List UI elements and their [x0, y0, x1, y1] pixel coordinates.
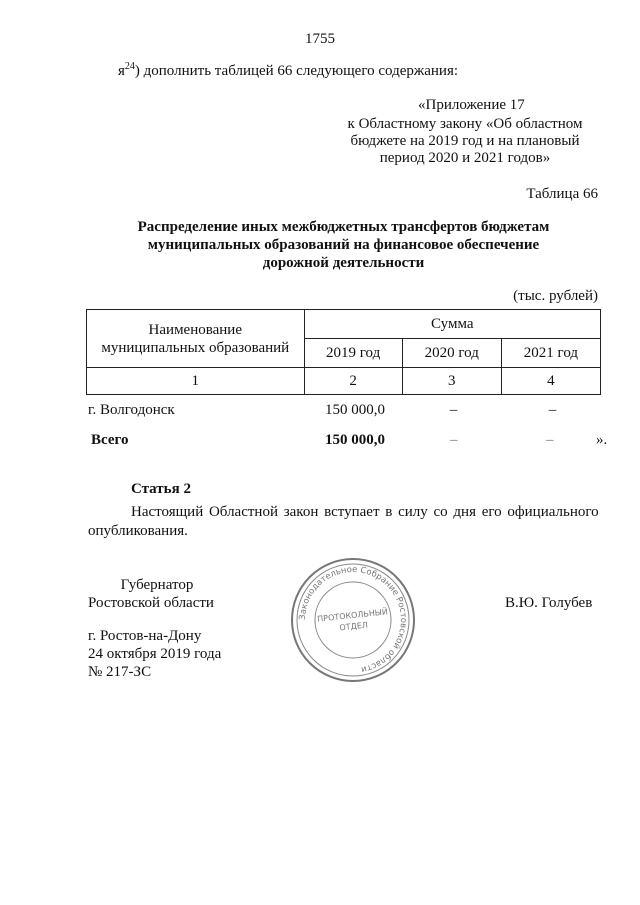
governor-title-line-2: Ростовской области	[88, 595, 214, 611]
intro-text: ) дополнить таблицей 66 следующего содержания:	[134, 63, 459, 79]
intro-footnote-ref: 24	[124, 61, 135, 72]
page-number: 1755	[305, 31, 335, 47]
article-text-line-1: Настоящий Областной закон вступает в силу со дня его официального	[131, 504, 599, 520]
header-name-line-2: муниципальных образований	[101, 339, 290, 356]
transfers-table	[86, 309, 601, 395]
total-value-2020: –	[450, 432, 458, 448]
total-value-2019: 150 000,0	[325, 432, 385, 448]
header-sum-cell: Сумма	[304, 310, 600, 339]
appendix-line-4: период 2020 и 2021 годов»	[379, 150, 551, 166]
col-number-1: 1	[87, 368, 305, 395]
col-number-4: 4	[501, 368, 600, 395]
title-line-2: муниципальных образований на финансовое обеспечение	[147, 237, 540, 253]
row-value-2020: –	[449, 402, 458, 418]
stamp-ring-text: Законодательное Собрание Ростовской области	[297, 564, 409, 675]
title-line-3: дорожной деятельности	[262, 255, 425, 271]
intro-prefix: я	[118, 63, 125, 79]
table-label: Таблица 66	[526, 186, 598, 202]
header-year-2020: 2020 год	[402, 339, 501, 368]
total-label: Всего	[91, 432, 129, 448]
intro-line	[118, 62, 458, 80]
law-number: № 217-ЗС	[88, 664, 152, 680]
official-stamp	[289, 556, 417, 684]
table-total-row	[88, 431, 618, 451]
col-number-2: 2	[304, 368, 402, 395]
article-text-line-2: опубликования.	[88, 523, 188, 539]
date: 24 октября 2019 года	[88, 646, 222, 662]
article-heading: Статья 2	[131, 481, 191, 497]
appendix-line-1: «Приложение 17	[418, 97, 525, 113]
closing-quote: ».	[596, 432, 608, 448]
header-name-line-1: Наименование	[148, 321, 242, 338]
row-name: г. Волгодонск	[88, 402, 175, 418]
stamp-center-line-1: ПРОТОКОЛЬНЫЙ	[316, 607, 389, 624]
row-value-2019: 150 000,0	[325, 402, 385, 418]
governor-name: В.Ю. Голубев	[505, 595, 593, 611]
appendix-line-3: бюджете на 2019 год и на плановый	[350, 133, 580, 149]
units-label: (тыс. рублей)	[513, 288, 598, 304]
row-value-2021: –	[548, 402, 557, 418]
header-name-cell	[87, 310, 305, 368]
table-row	[88, 401, 603, 421]
stamp-center-line-2: ОТДЕЛ	[339, 620, 369, 633]
title-line-1: Распределение иных межбюджетных трансфертов бюджетам	[137, 219, 550, 235]
col-number-3: 3	[402, 368, 501, 395]
header-year-2019: 2019 год	[304, 339, 402, 368]
total-value-2021: –	[546, 432, 554, 448]
place: г. Ростов-на-Дону	[88, 628, 202, 644]
appendix-line-2: к Областному закону «Об областном	[347, 116, 583, 132]
header-year-2021: 2021 год	[501, 339, 600, 368]
governor-title-line-1: Губернатор	[120, 577, 194, 593]
